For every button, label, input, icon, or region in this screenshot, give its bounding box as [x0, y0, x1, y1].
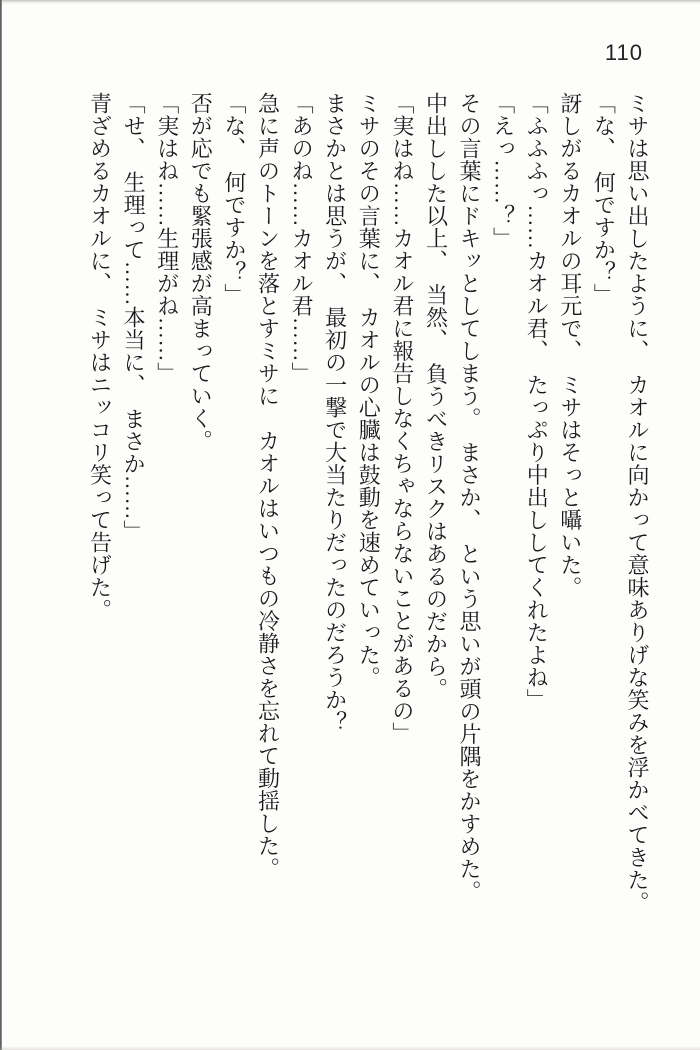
text-column: 「えっ……？」 [490, 92, 516, 250]
text-column: 「実はね……生理がね……」 [154, 92, 180, 385]
vertical-text-block [83, 92, 654, 1027]
text-column: まさかとは思うが、 最初の一撃で大当たりだったのだろうか？ [322, 92, 348, 734]
text-column: その言葉にドキッとしてしまう。 まさか、 という思いが頭の片隅をかすめた。 [457, 92, 483, 903]
text-column: 「な、 何ですか？」 [591, 92, 617, 306]
text-column: 青ざめるカオルに、 ミサはニッコリ笑って告げた。 [87, 92, 113, 621]
text-column: ミサのその言葉に、 カオルの心臓は鼓動を速めていった。 [356, 92, 382, 689]
text-column: 「あのね……カオル君……」 [289, 92, 315, 385]
text-column: ミサは思い出したように、 カオルに向かって意味ありげな笑みを浮かべてきた。 [625, 92, 650, 914]
text-column: 「実はね……カオル君に報告しなくちゃならないことがあるの」 [389, 92, 415, 745]
text-column: 中出しした以上、 当然、 負うべきリスクはあるのだから。 [423, 92, 449, 700]
page-edge-top [0, 0, 700, 5]
page-number: 110 [604, 40, 643, 65]
text-column: 否が応でも緊張感が高まっていく。 [188, 92, 214, 452]
text-column: 「ふふふっ……カオル君、 たっぷり中出ししてくれたよね」 [524, 92, 550, 711]
page-edge-bottom [0, 1046, 700, 1050]
text-column: 急に声のトーンを落とすミサに カオルはいつもの冷静さを忘れて動揺した。 [255, 92, 281, 880]
text-column: 訝しがるカオルの耳元で、 ミサはそっと囁いた。 [557, 92, 583, 599]
page-edge-left [0, 0, 2, 1050]
text-column: 「せ、 生理って……本当に、 まさか……」 [121, 92, 147, 543]
text-column: 「な、 何ですか？」 [221, 92, 247, 306]
